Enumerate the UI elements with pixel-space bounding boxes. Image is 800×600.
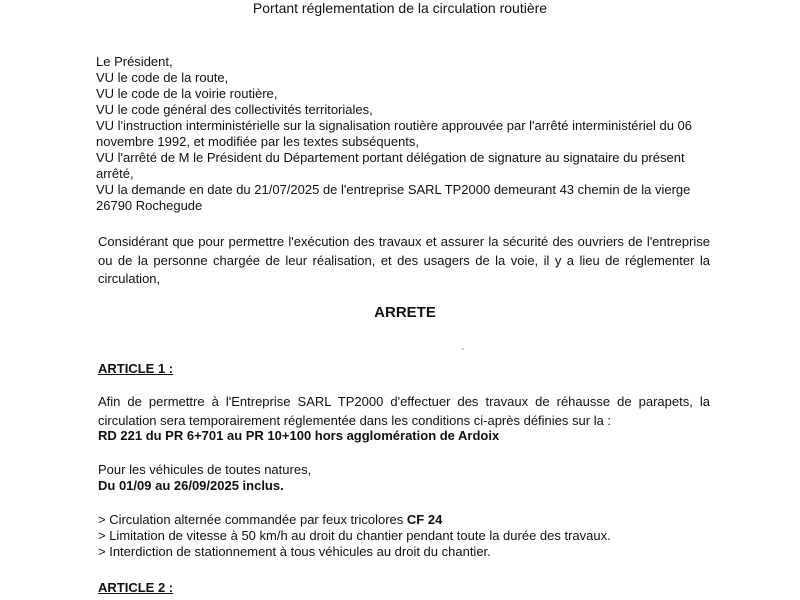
road-section: RD 221 du PR 6+701 au PR 10+100 hors agglomération de Ardoix: [98, 428, 500, 443]
president-line: Le Président,: [96, 54, 173, 69]
vu-line: VU l'instruction interministérielle sur la signalisation routière approuvée par l'arrêté interministériel du 06: [96, 118, 693, 133]
article-1-heading: ARTICLE 1 :: [98, 361, 174, 376]
measure-speed-limit: > Limitation de vitesse à 50 km/h au droit du chantier pendant toute la durée des travaux.: [98, 528, 611, 543]
article-2-heading: ARTICLE 2 :: [98, 580, 174, 595]
vu-line: arrêté,: [96, 166, 134, 181]
measure-text: > Circulation alternée commandée par feux tricolores: [98, 512, 407, 527]
vu-line: novembre 1992, et modifiée par les textes subséquents,: [96, 134, 420, 149]
scan-artifact: [462, 348, 464, 350]
vu-line: VU le code de la voirie routière,: [96, 86, 278, 101]
document-subtitle: Portant réglementation de la circulation routière: [252, 0, 548, 16]
period-line: Du 01/09 au 26/09/2025 inclus.: [98, 478, 284, 493]
measure-traffic-lights: [98, 512, 442, 528]
article-1-intro: Afin de permettre à l'Entreprise SARL TP2000 d'effectuer des travaux de réhausse de parapets, la circulation sera temporairement réglementée dans les conditions ci-après définies sur la :: [98, 394, 710, 428]
vu-line: VU le code de la route,: [96, 70, 229, 85]
decree-title: ARRETE: [374, 304, 436, 321]
vu-line: 26790 Rochegude: [96, 198, 203, 213]
vu-line: VU l'arrêté de M le Président du Département portant délégation de signature au signataire du présent: [96, 150, 685, 165]
measure-no-parking: > Interdiction de stationnement à tous véhicules au droit du chantier.: [98, 544, 491, 559]
vu-line: VU la demande en date du 21/07/2025 de l'entreprise SARL TP2000 demeurant 43 chemin de la vierge: [96, 182, 691, 197]
vehicles-line: Pour les véhicules de toutes natures,: [98, 462, 312, 477]
vu-line: VU le code général des collectivités territoriales,: [96, 102, 373, 117]
considerant-paragraph: Considérant que pour permettre l'exécution des travaux et assurer la sécurité des ouvriers de l'entreprise ou de la personne chargée de leur réalisation, et des usagers de la voie, il y a lieu de réglementer la circulation,: [98, 234, 710, 286]
measure-code: CF 24: [406, 512, 443, 527]
